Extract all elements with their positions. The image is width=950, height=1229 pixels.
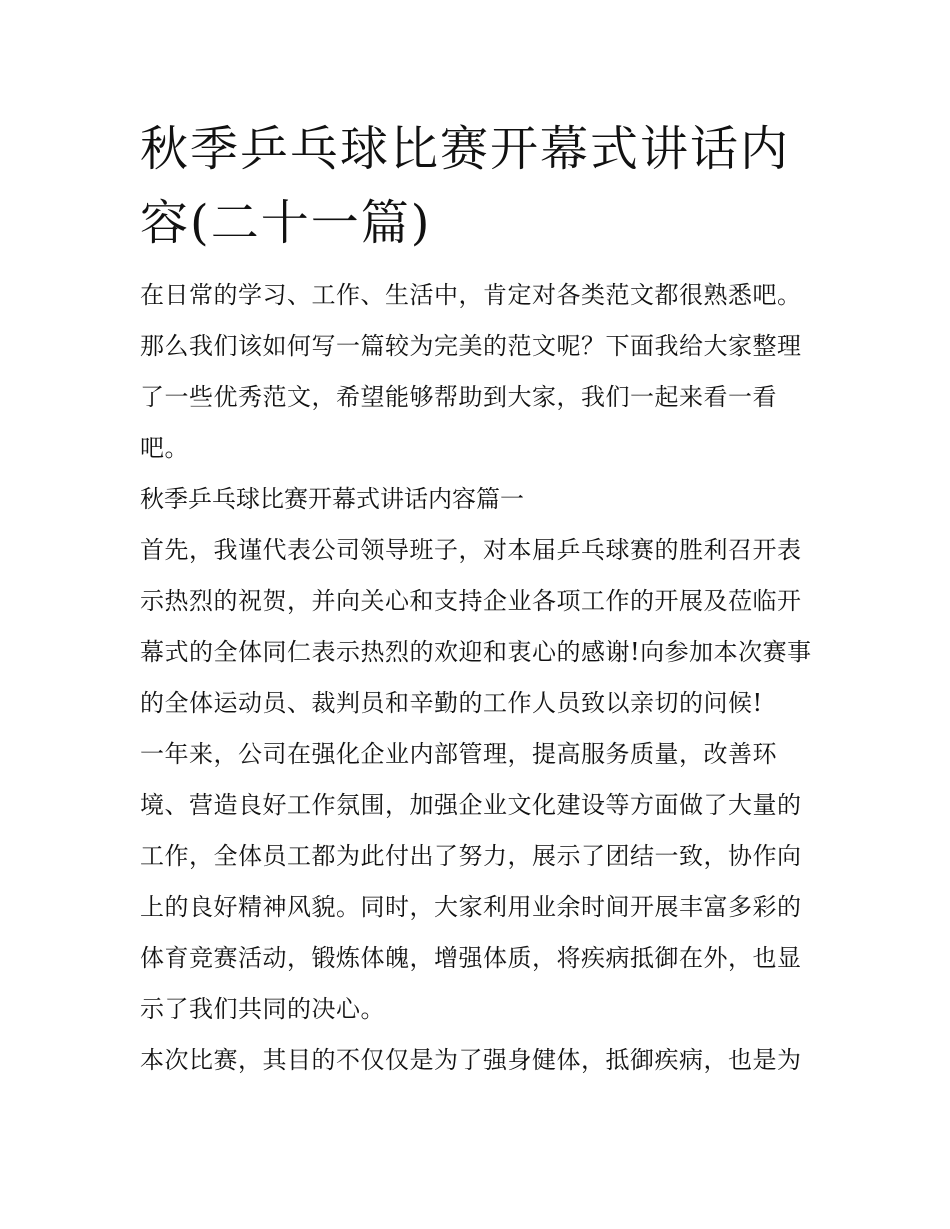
document-title: 秋季乒乓球比赛开幕式讲话内容(二十一篇) — [140, 121, 791, 251]
document-page — [140, 112, 820, 1086]
body-paragraph-3: 本次比赛，其目的不仅仅是为了强身健体，抵御疾病，也是为 — [140, 1046, 802, 1074]
body-paragraph-2: 一年来，公司在强化企业内部管理，提高服务质量，改善环境、营造良好工作氛围，加强企业文化建设等方面做了大量的工作，全体员工都为此付出了努力，展示了团结一致，协作向上的良好精神风貌。同时，大家利用业余时间开展丰富多彩的体育竞赛活动，锻炼体魄，增强体质，将疾病抵御在外，也显示了我们共同的决心。 — [140, 740, 802, 1023]
intro-paragraph: 在日常的学习、工作、生活中，肯定对各类范文都很熟悉吧。那么我们该如何写一篇较为完美的范文呢？下面我给大家整理了一些优秀范文，希望能够帮助到大家，我们一起来看一看吧。 — [140, 281, 802, 462]
section-heading: 秋季乒乓球比赛开幕式讲话内容篇一 — [140, 485, 524, 513]
body-paragraph-1: 首先，我谨代表公司领导班子，对本届乒乓球赛的胜利召开表示热烈的祝贺，并向关心和支持企业各项工作的开展及莅临开幕式的全体同仁表示热烈的欢迎和衷心的感谢!向参加本次赛事的全体运动员、裁判员和辛勤的工作人员致以亲切的问候! — [140, 536, 812, 717]
